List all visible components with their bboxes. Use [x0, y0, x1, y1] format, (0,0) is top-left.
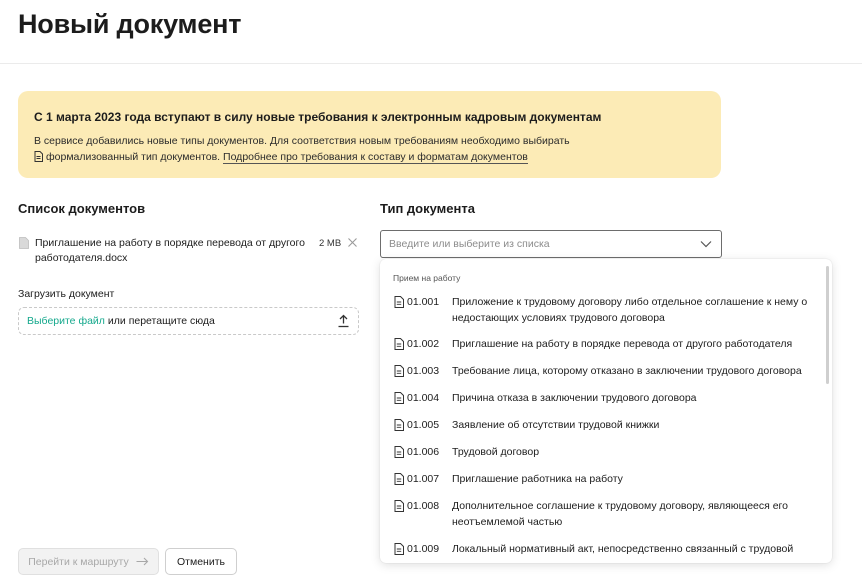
- upload-icon[interactable]: [337, 314, 350, 328]
- documents-section-title: Список документов: [18, 201, 146, 216]
- notice-text: [34, 133, 705, 165]
- option-code: 01.008: [407, 500, 440, 512]
- file-icon: [18, 237, 30, 249]
- option-code: 01.007: [407, 473, 440, 485]
- notice-banner: [18, 91, 721, 178]
- doc-type-section-title: Тип документа: [380, 201, 475, 216]
- dropdown-option[interactable]: [394, 498, 814, 530]
- option-code: 01.009: [407, 543, 440, 555]
- cancel-button[interactable]: Отменить: [165, 548, 237, 575]
- option-label: Требование лица, которому отказано в заключении трудового договора: [452, 365, 802, 377]
- document-icon: [394, 392, 404, 404]
- doc-type-dropdown: [380, 259, 832, 563]
- file-name: Приглашение на работу в порядке перевода от другого работодателя.docx: [35, 237, 305, 264]
- document-icon: [394, 419, 404, 431]
- option-label: Приглашение работника на работу: [452, 473, 623, 485]
- file-item: [18, 236, 360, 266]
- upload-label: Загрузить документ: [18, 288, 115, 300]
- document-icon: [34, 151, 43, 162]
- document-icon: [394, 365, 404, 377]
- dropdown-option[interactable]: [394, 363, 814, 379]
- option-code: 01.005: [407, 419, 440, 431]
- notice-line-2: [34, 149, 705, 165]
- header-divider: [0, 63, 862, 64]
- notice-line-1: В сервисе добавились новые типы документов. Для соответствия новым требованиям необходимо выбирать: [34, 135, 570, 147]
- option-code: 01.002: [407, 338, 440, 350]
- proceed-label: Перейти к маршруту: [28, 555, 129, 568]
- document-icon: [394, 473, 404, 485]
- document-icon: [394, 338, 404, 350]
- option-code: 01.006: [407, 446, 440, 458]
- requirements-link[interactable]: Подробнее про требования к составу и форматам документов: [223, 151, 528, 163]
- document-icon: [394, 500, 404, 512]
- option-label: Приглашение на работу в порядке перевода от другого работодателя: [452, 338, 793, 350]
- option-label: Заявление об отсутствии трудовой книжки: [452, 419, 660, 431]
- document-icon: [394, 446, 404, 458]
- option-label: Локальный нормативный акт, непосредственно связанный с трудовой: [452, 543, 794, 555]
- proceed-to-route-button[interactable]: [18, 548, 159, 575]
- doc-type-input[interactable]: [389, 238, 689, 250]
- option-label: Трудовой договор: [452, 446, 540, 458]
- option-label: Приложение к трудовому договору либо отдельное соглашение к нему о недостающих условиях трудового договора: [452, 296, 808, 324]
- document-icon: [394, 543, 404, 555]
- notice-line-2-text: формализованный тип документов.: [46, 151, 221, 163]
- chevron-down-icon[interactable]: [700, 240, 712, 248]
- arrow-right-icon: [136, 557, 149, 566]
- upload-hint: или перетащите сюда: [107, 315, 215, 327]
- choose-file-link[interactable]: Выберите файл: [27, 315, 105, 327]
- close-icon[interactable]: [347, 237, 358, 248]
- option-label: Причина отказа в заключении трудового договора: [452, 392, 697, 404]
- dropdown-option[interactable]: [394, 336, 814, 352]
- dropdown-option[interactable]: [394, 294, 814, 326]
- option-code: 01.001: [407, 296, 440, 308]
- dropdown-group-label: Прием на работу: [393, 273, 461, 283]
- dropdown-option[interactable]: [394, 471, 814, 487]
- dropdown-option[interactable]: [394, 444, 814, 460]
- option-code: 01.004: [407, 392, 440, 404]
- doc-type-select[interactable]: [380, 230, 722, 258]
- option-code: 01.003: [407, 365, 440, 377]
- option-label: Дополнительное соглашение к трудовому договору, являющееся его неотъемлемой частью: [452, 500, 788, 528]
- dropdown-option[interactable]: [394, 390, 814, 406]
- dropdown-option[interactable]: [394, 417, 814, 433]
- notice-title: С 1 марта 2023 года вступают в силу новые требования к электронным кадровым документам: [34, 110, 602, 124]
- document-icon: [394, 296, 404, 308]
- dropdown-option[interactable]: [394, 541, 814, 557]
- upload-dropzone[interactable]: [18, 307, 359, 335]
- file-size: 2 MB: [319, 238, 342, 249]
- page-title: Новый документ: [18, 9, 242, 39]
- dropdown-scrollbar[interactable]: [826, 266, 829, 384]
